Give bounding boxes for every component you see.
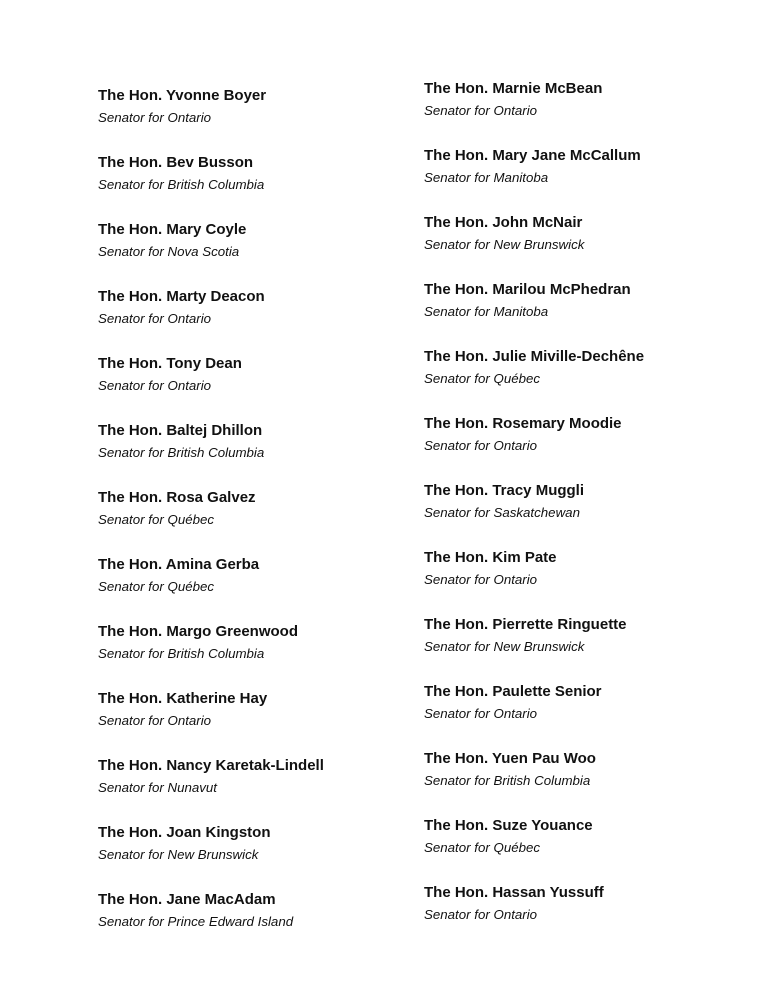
senator-entry [424,482,744,549]
senator-entry [424,348,744,415]
senator-title: Senator for Ontario [424,103,538,118]
senator-name: The Hon. Pierrette Ringuette [424,616,627,633]
senator-entry [98,422,418,489]
senator-title: Senator for British Columbia [98,177,265,192]
senator-entry [98,824,418,891]
senator-name: The Hon. Margo Greenwood [98,623,299,640]
senator-entry [98,757,418,824]
senator-entry [424,415,744,482]
senator-entry [424,616,744,683]
senator-name: The Hon. Suze Youance [424,817,593,834]
senator-entry [98,288,418,355]
senator-entry [98,690,418,757]
senator-title: Senator for Québec [424,371,541,386]
senator-title: Senator for Québec [98,579,215,594]
senator-name: The Hon. Nancy Karetak-Lindell [98,757,324,774]
senator-entry [98,154,418,221]
senator-entry [424,817,744,884]
senator-title: Senator for British Columbia [98,646,265,661]
senator-entry [98,355,418,422]
senator-title: Senator for British Columbia [424,773,591,788]
senator-title: Senator for Ontario [98,311,212,326]
senator-name: The Hon. Marilou McPhedran [424,281,631,298]
senator-name: The Hon. Kim Pate [424,549,557,566]
senator-title: Senator for Ontario [98,713,212,728]
senator-title: Senator for Ontario [424,907,538,922]
senator-name: The Hon. Baltej Dhillon [98,422,263,439]
senator-name: The Hon. John McNair [424,214,583,231]
senator-entry [424,549,744,616]
senator-title: Senator for Nunavut [98,780,218,795]
senator-title: Senator for Manitoba [424,304,549,319]
senator-name: The Hon. Jane MacAdam [98,891,276,908]
senator-name: The Hon. Paulette Senior [424,683,602,700]
senator-entry [98,623,418,690]
senator-name: The Hon. Tracy Muggli [424,482,585,499]
senator-entry [98,221,418,288]
senator-name: The Hon. Katherine Hay [98,690,268,707]
senator-title: Senator for Ontario [424,572,538,587]
senator-entry [98,891,418,958]
senator-entry [424,884,744,951]
left-column [98,87,418,958]
senator-name: The Hon. Hassan Yussuff [424,884,604,901]
senator-entry [424,750,744,817]
senator-name: The Hon. Amina Gerba [98,556,260,573]
senator-title: Senator for Ontario [98,378,212,393]
senator-entry [424,147,744,214]
senator-name: The Hon. Yuen Pau Woo [424,750,596,767]
senator-entry [98,489,418,556]
senator-name: The Hon. Bev Busson [98,154,254,171]
right-column [424,80,744,951]
senator-title: Senator for Nova Scotia [98,244,240,259]
senator-name: The Hon. Mary Jane McCallum [424,147,641,164]
senator-entry [98,556,418,623]
senator-name: The Hon. Julie Miville-Dechêne [424,348,645,365]
senator-title: Senator for Saskatchewan [424,505,580,520]
senator-entry [424,281,744,348]
senator-name: The Hon. Joan Kingston [98,824,271,841]
senator-entry [424,80,744,147]
senator-name: The Hon. Tony Dean [98,355,242,372]
senator-entry [424,683,744,750]
senator-entry [98,87,418,154]
senator-name: The Hon. Marnie McBean [424,80,603,97]
senator-title: Senator for New Brunswick [98,847,259,862]
senator-title: Senator for Québec [98,512,215,527]
senator-title: Senator for Prince Edward Island [98,914,294,929]
senator-title: Senator for New Brunswick [424,237,585,252]
senator-title: Senator for British Columbia [98,445,265,460]
senator-title: Senator for Ontario [424,438,538,453]
senator-title: Senator for New Brunswick [424,639,585,654]
senator-title: Senator for Ontario [424,706,538,721]
senator-name: The Hon. Marty Deacon [98,288,265,305]
senator-name: The Hon. Rosemary Moodie [424,415,622,432]
senator-title: Senator for Ontario [98,110,212,125]
senator-title: Senator for Québec [424,840,541,855]
senator-title: Senator for Manitoba [424,170,549,185]
senator-name: The Hon. Mary Coyle [98,221,247,238]
senator-name: The Hon. Rosa Galvez [98,489,256,506]
senator-name: The Hon. Yvonne Boyer [98,87,267,104]
senator-entry [424,214,744,281]
